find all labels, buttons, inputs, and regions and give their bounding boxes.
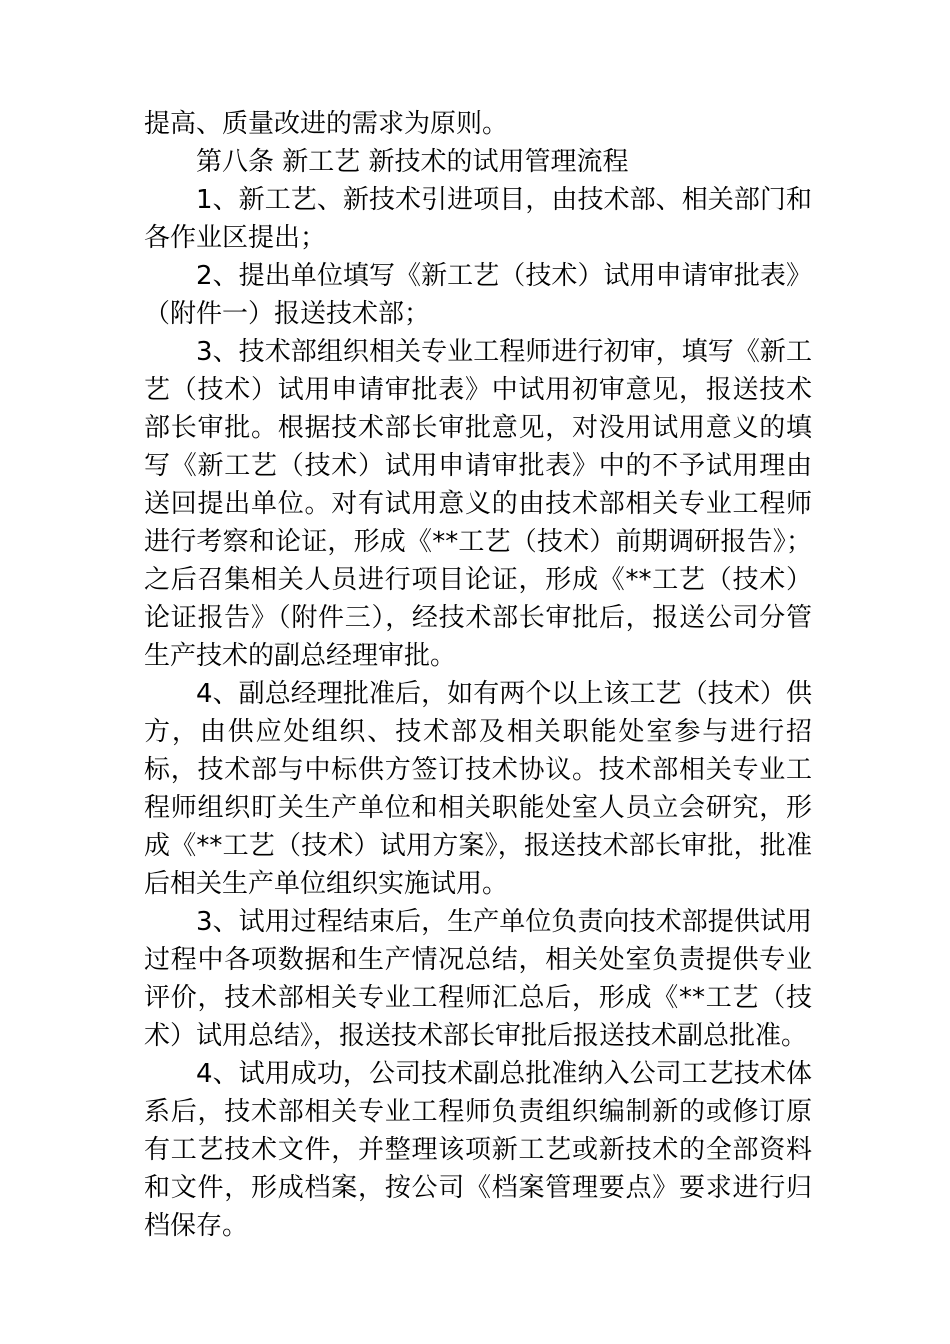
paragraph-item-2: 2、提出单位填写《新工艺（技术）试用申请审批表》（附件一）报送技术部； <box>144 261 812 329</box>
article-heading: 第八条 新工艺 新技术的试用管理流程 <box>196 147 629 177</box>
paragraph-item-3: 3、技术部组织相关专业工程师进行初审，填写《新工艺（技术）试用申请审批表》中试用初审意见，报送技术部长审批。根据技术部长审批意见，对没用试用意义的填写《新工艺（技术）试用申请审批表》中的不予试用理由送回提出单位。对有试用意义的由技术部相关专业工程师进行考察和论证，形成《**工艺（技术）前期调研报告》；之后召集相关人员进行项目论证，形成《**工艺（技术）论证报告》（附件三），经技术部长审批后，报送公司分管生产技术的副总经理审批。 <box>144 337 812 671</box>
document-body <box>144 105 812 1245</box>
paragraph-item-4: 4、副总经理批准后，如有两个以上该工艺（技术）供方，由供应处组织、技术部及相关职能处室参与进行招标，技术部与中标供方签订技术协议。技术部相关专业工程师组织盯关生产单位和相关职能处室人员立会研究，形成《**工艺（技术）试用方案》，报送技术部长审批，批准后相关生产单位组织实施试用。 <box>144 679 812 899</box>
paragraph-item-4b: 4、试用成功，公司技术副总批准纳入公司工艺技术体系后，技术部相关专业工程师负责组织编制新的或修订原有工艺技术文件，并整理该项新工艺或新技术的全部资料和文件，形成档案，按公司《档案管理要点》要求进行归档保存。 <box>144 1059 812 1241</box>
paragraph-item-3b: 3、试用过程结束后，生产单位负责向技术部提供试用过程中各项数据和生产情况总结，相关处室负责提供专业评价，技术部相关专业工程师汇总后，形成《**工艺（技术）试用总结》，报送技术部长审批后报送技术副总批准。 <box>144 907 812 1051</box>
paragraph-item-1: 1、新工艺、新技术引进项目，由技术部、相关部门和各作业区提出； <box>144 185 812 253</box>
paragraph-continuation: 提高、质量改进的需求为原则。 <box>144 109 509 139</box>
